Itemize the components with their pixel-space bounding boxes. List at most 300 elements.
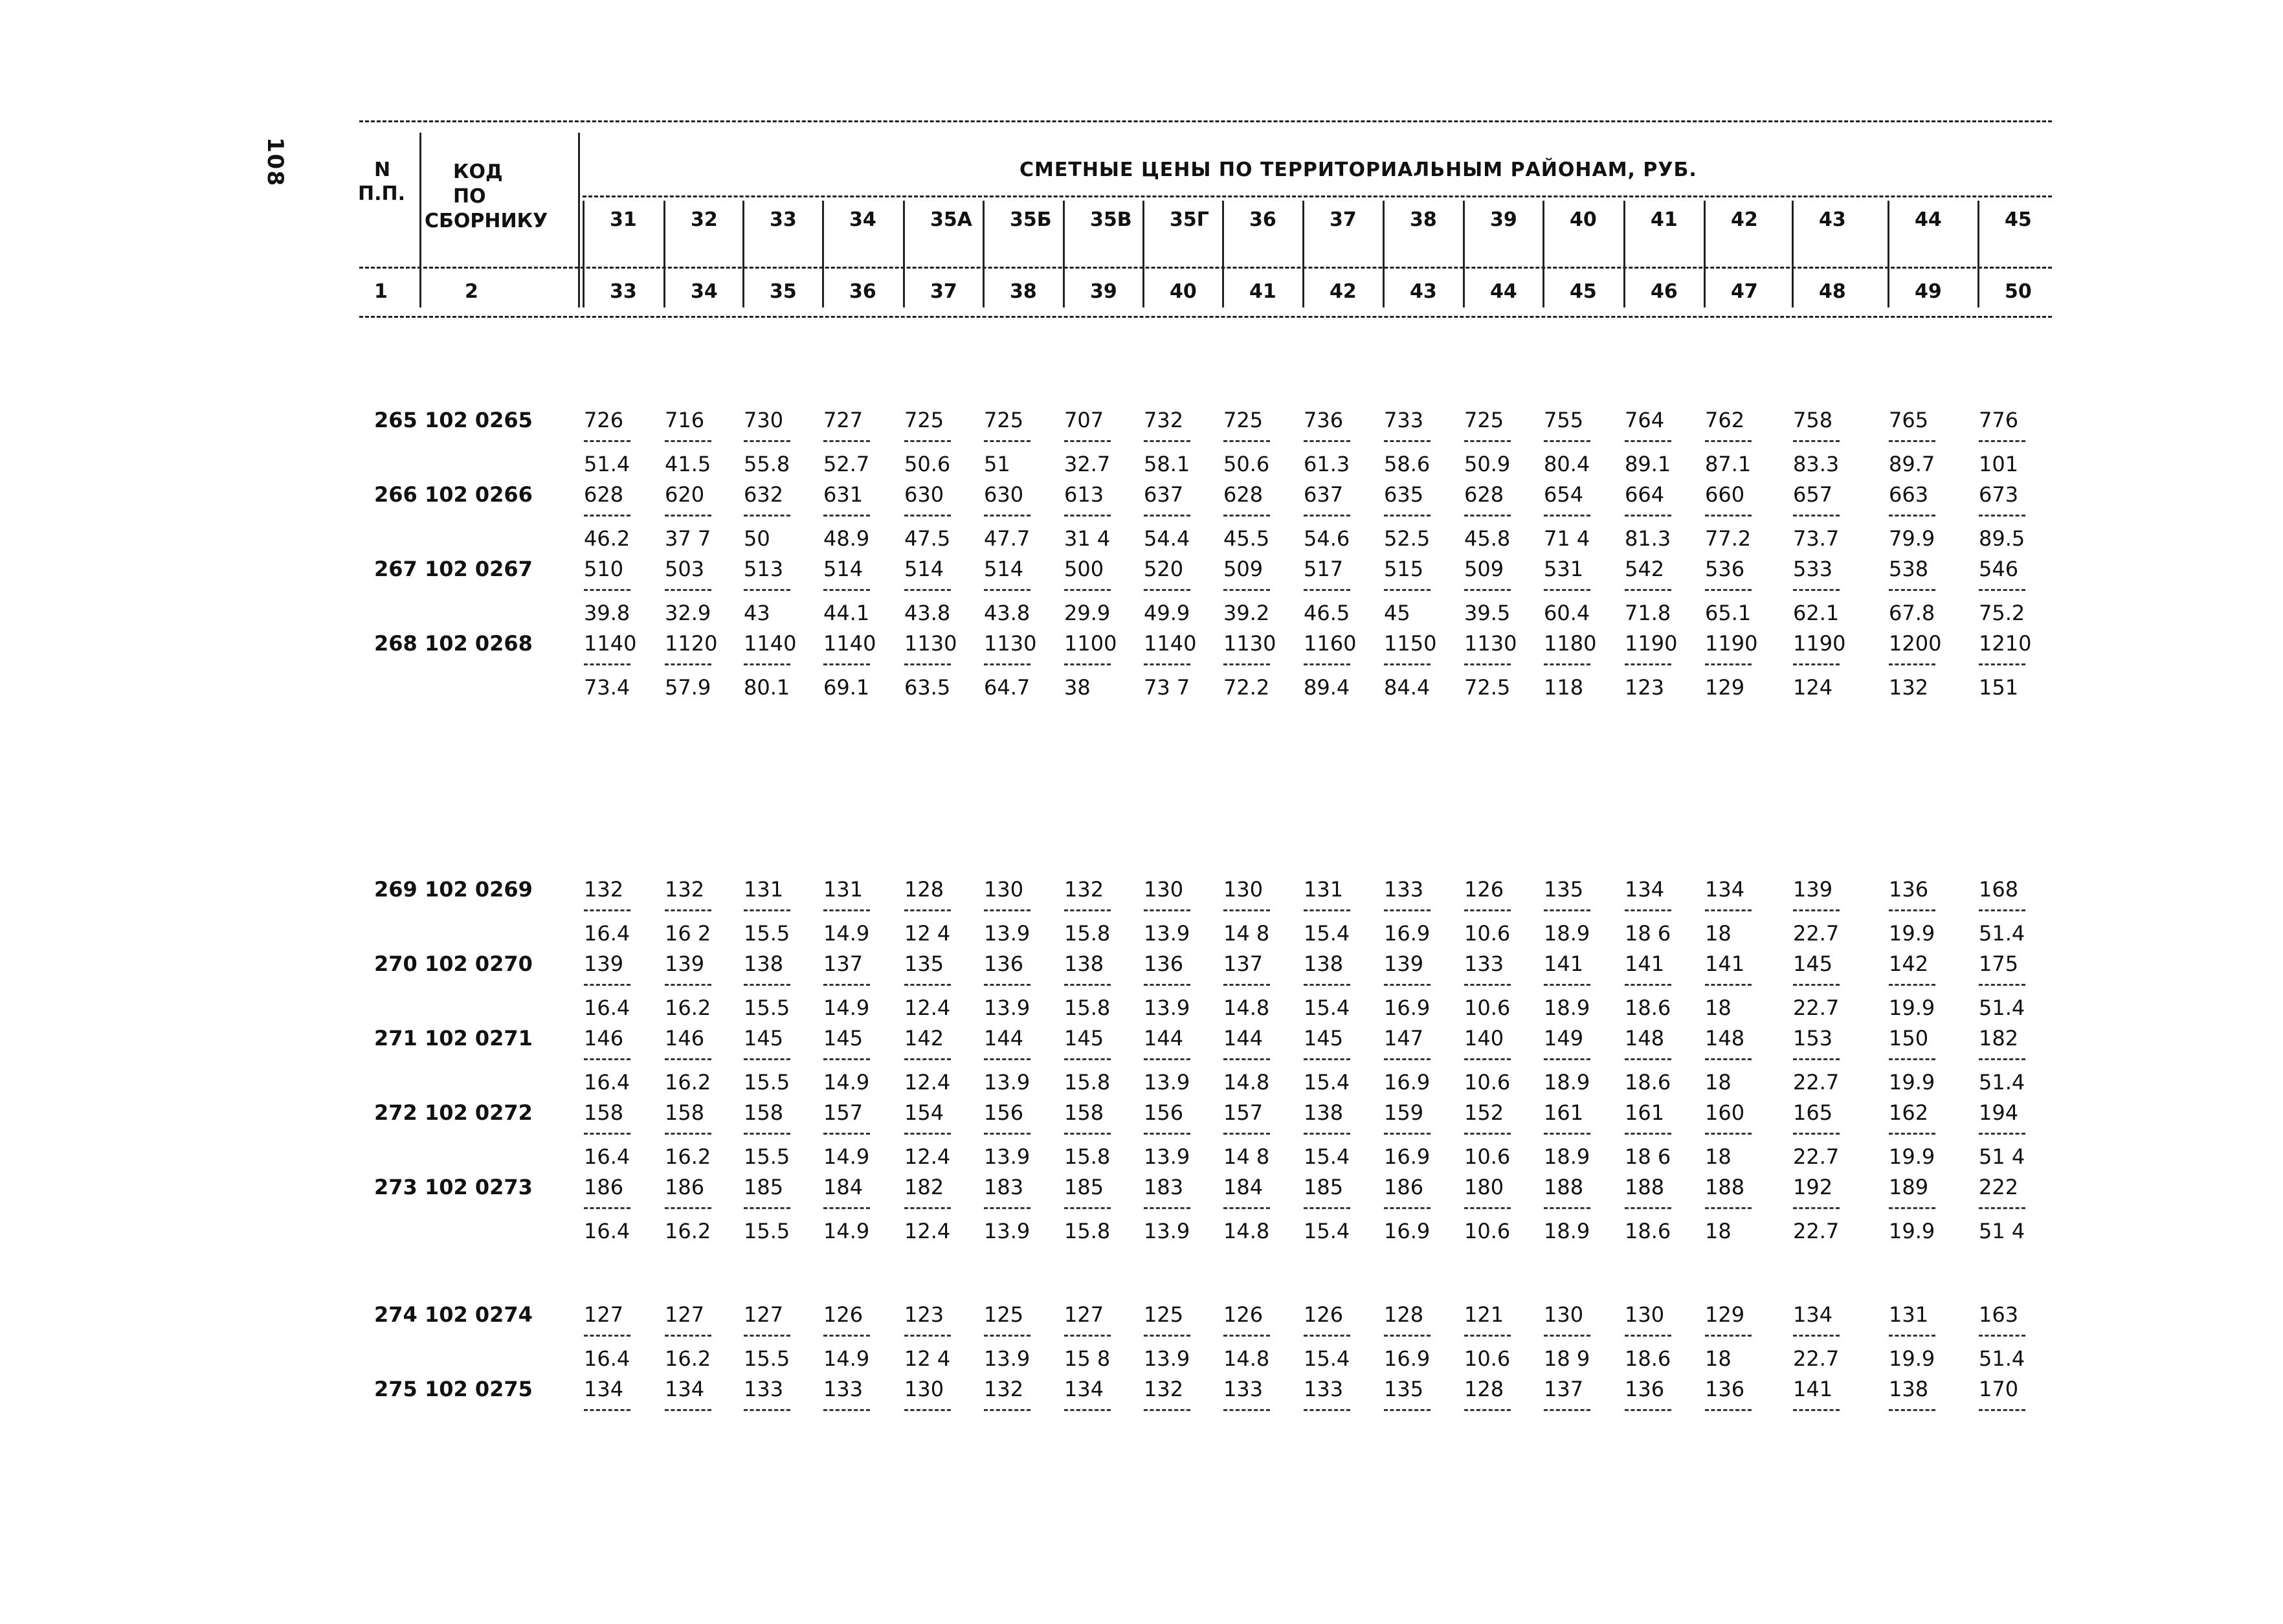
num-second: 2 <box>465 280 478 303</box>
column-number: 37 <box>930 280 957 303</box>
value-top: 137 <box>1223 951 1264 976</box>
value-bottom: 10.6 <box>1464 1070 1511 1095</box>
fraction-rule <box>1464 1133 1511 1135</box>
fraction-rule <box>823 515 870 517</box>
fraction-rule <box>1793 589 1840 591</box>
fraction-rule <box>823 663 870 665</box>
value-top: 134 <box>1625 877 1665 902</box>
value-bottom: 19.9 <box>1889 1070 1935 1095</box>
value-top: 136 <box>1625 1377 1665 1401</box>
value-top: 141 <box>1625 951 1665 976</box>
fraction-rule <box>665 909 711 911</box>
value-bottom: 31 4 <box>1064 526 1111 551</box>
value-top: 533 <box>1793 557 1833 581</box>
district-header: 35А <box>930 208 972 231</box>
fraction-rule <box>1625 1409 1671 1411</box>
value-top: 131 <box>1889 1302 1929 1327</box>
fraction-rule <box>1144 984 1190 986</box>
fraction-rule <box>1304 1207 1350 1209</box>
fraction-rule <box>1544 909 1590 911</box>
fraction-rule <box>1304 1058 1350 1060</box>
value-bottom: 15.5 <box>744 1346 790 1371</box>
fraction-rule <box>1979 1133 2025 1135</box>
fraction-rule <box>1979 515 2025 517</box>
value-top: 613 <box>1064 482 1104 507</box>
value-top: 154 <box>904 1100 944 1125</box>
value-bottom: 81.3 <box>1625 526 1671 551</box>
value-bottom: 18.6 <box>1625 1070 1671 1095</box>
row-code: 265 102 0265 <box>374 408 533 432</box>
fraction-rule <box>1793 909 1840 911</box>
fraction-rule <box>744 984 790 986</box>
fraction-rule <box>1889 1335 1935 1337</box>
column-separator <box>663 201 665 307</box>
value-bottom: 22.7 <box>1793 1144 1840 1169</box>
value-bottom: 15.5 <box>744 996 790 1020</box>
value-bottom: 45 <box>1384 601 1410 625</box>
value-bottom: 14.9 <box>823 996 870 1020</box>
fraction-rule <box>1304 1133 1350 1135</box>
value-top: 134 <box>584 1377 624 1401</box>
value-top: 130 <box>1144 877 1184 902</box>
value-bottom: 84.4 <box>1384 675 1431 700</box>
value-top: 628 <box>1464 482 1504 507</box>
fraction-rule <box>1544 589 1590 591</box>
fraction-rule <box>1304 1335 1350 1337</box>
fraction-rule <box>1223 1133 1270 1135</box>
fraction-rule <box>584 1409 630 1411</box>
value-top: 632 <box>744 482 784 507</box>
value-top: 125 <box>984 1302 1024 1327</box>
value-top: 147 <box>1384 1026 1424 1051</box>
fraction-rule <box>744 1335 790 1337</box>
fraction-rule <box>1625 440 1671 442</box>
value-bottom: 22.7 <box>1793 1346 1840 1371</box>
fraction-rule <box>1979 440 2025 442</box>
value-top: 138 <box>1889 1377 1929 1401</box>
value-top: 125 <box>1144 1302 1184 1327</box>
value-top: 138 <box>1304 1100 1344 1125</box>
value-bottom: 14.8 <box>1223 1346 1270 1371</box>
fraction-rule <box>1544 1409 1590 1411</box>
value-top: 134 <box>1064 1377 1104 1401</box>
value-top: 132 <box>984 1377 1024 1401</box>
value-bottom: 50.6 <box>1223 452 1270 476</box>
value-top: 157 <box>823 1100 863 1125</box>
fraction-rule <box>1144 589 1190 591</box>
value-top: 130 <box>1625 1302 1665 1327</box>
fraction-rule <box>584 1058 630 1060</box>
value-bottom: 73 7 <box>1144 675 1190 700</box>
fraction-rule <box>823 1409 870 1411</box>
value-top: 180 <box>1464 1175 1504 1199</box>
fraction-rule <box>1544 1207 1590 1209</box>
value-top: 145 <box>1304 1026 1344 1051</box>
fraction-rule <box>823 984 870 986</box>
fraction-rule <box>1979 1409 2025 1411</box>
value-bottom: 39.8 <box>584 601 630 625</box>
column-number: 46 <box>1651 280 1678 303</box>
fraction-rule <box>904 440 951 442</box>
value-bottom: 89.7 <box>1889 452 1935 476</box>
value-bottom: 62.1 <box>1793 601 1840 625</box>
district-header: 35Г <box>1170 208 1209 231</box>
num-first: 1 <box>374 280 388 303</box>
value-bottom: 18 <box>1705 1219 1732 1243</box>
value-top: 158 <box>1064 1100 1104 1125</box>
district-header: 36 <box>1249 208 1276 231</box>
value-bottom: 83.3 <box>1793 452 1840 476</box>
value-bottom: 71 4 <box>1544 526 1590 551</box>
value-bottom: 46.5 <box>1304 601 1350 625</box>
value-bottom: 14.8 <box>1223 996 1270 1020</box>
fraction-rule <box>1064 1207 1111 1209</box>
value-bottom: 15.5 <box>744 1144 790 1169</box>
value-bottom: 12.4 <box>904 1144 951 1169</box>
column-separator <box>983 201 985 307</box>
value-top: 184 <box>1223 1175 1264 1199</box>
column-separator <box>742 201 744 307</box>
value-bottom: 16.2 <box>665 1219 711 1243</box>
value-top: 1150 <box>1384 631 1437 656</box>
value-bottom: 13.9 <box>984 921 1030 946</box>
value-top: 139 <box>665 951 705 976</box>
value-top: 707 <box>1064 408 1104 432</box>
value-top: 141 <box>1793 1377 1833 1401</box>
value-bottom: 14.9 <box>823 1219 870 1243</box>
value-top: 1180 <box>1544 631 1597 656</box>
value-top: 127 <box>584 1302 624 1327</box>
value-bottom: 16.4 <box>584 1144 630 1169</box>
value-top: 142 <box>904 1026 944 1051</box>
value-top: 146 <box>665 1026 705 1051</box>
column-number: 47 <box>1731 280 1758 303</box>
district-header: 39 <box>1490 208 1517 231</box>
value-bottom: 18.9 <box>1544 1070 1590 1095</box>
fraction-rule <box>1464 589 1511 591</box>
fraction-rule <box>904 1335 951 1337</box>
value-bottom: 19.9 <box>1889 921 1935 946</box>
value-bottom: 13.9 <box>984 1144 1030 1169</box>
value-bottom: 64.7 <box>984 675 1030 700</box>
value-bottom: 54.4 <box>1144 526 1190 551</box>
value-top: 148 <box>1625 1026 1665 1051</box>
value-bottom: 13.9 <box>984 1346 1030 1371</box>
fraction-rule <box>1625 589 1671 591</box>
value-top: 128 <box>1464 1377 1504 1401</box>
value-bottom: 10.6 <box>1464 1144 1511 1169</box>
value-bottom: 16 2 <box>665 921 711 946</box>
value-bottom: 16.9 <box>1384 1070 1431 1095</box>
value-bottom: 50.6 <box>904 452 951 476</box>
value-bottom: 51 4 <box>1979 1144 2025 1169</box>
value-bottom: 80.1 <box>744 675 790 700</box>
value-top: 144 <box>984 1026 1024 1051</box>
value-top: 138 <box>1304 951 1344 976</box>
value-top: 514 <box>823 557 863 581</box>
fraction-rule <box>1384 440 1431 442</box>
district-header: 32 <box>691 208 718 231</box>
value-bottom: 80.4 <box>1544 452 1590 476</box>
value-top: 716 <box>665 408 705 432</box>
value-top: 152 <box>1464 1100 1504 1125</box>
value-top: 1140 <box>584 631 637 656</box>
value-top: 135 <box>1384 1377 1424 1401</box>
header-num-rule <box>359 267 2052 269</box>
district-header: 34 <box>849 208 876 231</box>
fraction-rule <box>744 515 790 517</box>
fraction-rule <box>1793 984 1840 986</box>
value-top: 135 <box>904 951 944 976</box>
value-bottom: 16.9 <box>1384 921 1431 946</box>
fraction-rule <box>1705 1207 1752 1209</box>
value-top: 165 <box>1793 1100 1833 1125</box>
value-top: 134 <box>1793 1302 1833 1327</box>
value-bottom: 15.4 <box>1304 1346 1350 1371</box>
value-top: 1140 <box>744 631 797 656</box>
value-bottom: 79.9 <box>1889 526 1935 551</box>
value-bottom: 13.9 <box>1144 1219 1190 1243</box>
fraction-rule <box>1064 1058 1111 1060</box>
value-bottom: 13.9 <box>1144 1346 1190 1371</box>
value-bottom: 39.5 <box>1464 601 1511 625</box>
fraction-rule <box>823 589 870 591</box>
value-bottom: 12.4 <box>904 1219 951 1243</box>
fraction-rule <box>1793 1207 1840 1209</box>
fraction-rule <box>1705 1133 1752 1135</box>
value-top: 509 <box>1464 557 1504 581</box>
value-top: 513 <box>744 557 784 581</box>
fraction-rule <box>744 1133 790 1135</box>
value-top: 132 <box>584 877 624 902</box>
value-top: 131 <box>823 877 863 902</box>
fraction-rule <box>1223 589 1270 591</box>
fraction-rule <box>1384 909 1431 911</box>
fraction-rule <box>904 515 951 517</box>
fraction-rule <box>1304 440 1350 442</box>
district-header: 35В <box>1090 208 1132 231</box>
value-bottom: 72.2 <box>1223 675 1270 700</box>
value-top: 160 <box>1705 1100 1745 1125</box>
value-top: 139 <box>1384 951 1424 976</box>
value-bottom: 19.9 <box>1889 1219 1935 1243</box>
row-code: 272 102 0272 <box>374 1100 533 1125</box>
value-top: 128 <box>904 877 944 902</box>
value-top: 136 <box>1144 951 1184 976</box>
value-top: 1120 <box>665 631 718 656</box>
value-bottom: 38 <box>1064 675 1091 700</box>
value-top: 1200 <box>1889 631 1942 656</box>
col-code-line1: КОД <box>453 161 503 183</box>
value-bottom: 73.4 <box>584 675 630 700</box>
district-header: 41 <box>1651 208 1678 231</box>
fraction-rule <box>1384 1133 1431 1135</box>
value-bottom: 46.2 <box>584 526 630 551</box>
row-code: 268 102 0268 <box>374 631 533 656</box>
fraction-rule <box>1064 515 1111 517</box>
value-bottom: 15.8 <box>1064 1144 1111 1169</box>
fraction-rule <box>1064 1409 1111 1411</box>
header-bottom-rule <box>359 316 2052 318</box>
fraction-rule <box>1144 909 1190 911</box>
value-top: 776 <box>1979 408 2019 432</box>
value-top: 673 <box>1979 482 2019 507</box>
fraction-rule <box>1384 1409 1431 1411</box>
header-sep-code <box>578 133 580 307</box>
fraction-rule <box>744 1409 790 1411</box>
value-top: 515 <box>1384 557 1424 581</box>
value-bottom: 15.4 <box>1304 1219 1350 1243</box>
value-top: 133 <box>1223 1377 1264 1401</box>
value-bottom: 19.9 <box>1889 1346 1935 1371</box>
fraction-rule <box>1979 909 2025 911</box>
value-bottom: 16.4 <box>584 921 630 946</box>
value-bottom: 58.1 <box>1144 452 1190 476</box>
fraction-rule <box>1464 1207 1511 1209</box>
fraction-rule <box>1464 1409 1511 1411</box>
fraction-rule <box>1793 515 1840 517</box>
value-bottom: 14 8 <box>1223 1144 1270 1169</box>
value-top: 628 <box>1223 482 1264 507</box>
value-top: 514 <box>984 557 1024 581</box>
value-top: 145 <box>1793 951 1833 976</box>
value-bottom: 10.6 <box>1464 921 1511 946</box>
fraction-rule <box>1384 1335 1431 1337</box>
fraction-rule <box>1223 1207 1270 1209</box>
column-separator <box>1463 201 1465 307</box>
value-top: 635 <box>1384 482 1424 507</box>
value-bottom: 45.8 <box>1464 526 1511 551</box>
fraction-rule <box>1544 440 1590 442</box>
value-bottom: 16.9 <box>1384 1346 1431 1371</box>
value-bottom: 65.1 <box>1705 601 1752 625</box>
fraction-rule <box>584 515 630 517</box>
column-number: 36 <box>849 280 876 303</box>
fraction-rule <box>1544 515 1590 517</box>
value-bottom: 51.4 <box>1979 1070 2025 1095</box>
value-bottom: 18.9 <box>1544 1219 1590 1243</box>
value-top: 185 <box>744 1175 784 1199</box>
fraction-rule <box>1889 589 1935 591</box>
value-top: 162 <box>1889 1100 1929 1125</box>
fraction-rule <box>1144 440 1190 442</box>
value-bottom: 123 <box>1625 675 1665 700</box>
value-top: 134 <box>665 1377 705 1401</box>
fraction-rule <box>665 1409 711 1411</box>
value-bottom: 32.9 <box>665 601 711 625</box>
value-bottom: 16.2 <box>665 1144 711 1169</box>
value-top: 184 <box>823 1175 863 1199</box>
col-code-line3: СБОРНИКУ <box>425 210 548 232</box>
value-bottom: 16.4 <box>584 1346 630 1371</box>
value-top: 158 <box>665 1100 705 1125</box>
value-bottom: 14.8 <box>1223 1219 1270 1243</box>
value-top: 542 <box>1625 557 1665 581</box>
value-top: 1140 <box>1144 631 1197 656</box>
value-top: 637 <box>1304 482 1344 507</box>
value-bottom: 44.1 <box>823 601 870 625</box>
column-number: 41 <box>1249 280 1276 303</box>
row-code: 270 102 0270 <box>374 951 533 976</box>
fraction-rule <box>1223 909 1270 911</box>
value-bottom: 72.5 <box>1464 675 1511 700</box>
value-top: 192 <box>1793 1175 1833 1199</box>
fraction-rule <box>584 589 630 591</box>
value-bottom: 15.4 <box>1304 1144 1350 1169</box>
fraction-rule <box>1544 663 1590 665</box>
value-top: 130 <box>1223 877 1264 902</box>
value-bottom: 15 8 <box>1064 1346 1111 1371</box>
value-bottom: 47.5 <box>904 526 951 551</box>
row-code: 273 102 0273 <box>374 1175 533 1199</box>
value-bottom: 16.2 <box>665 1346 711 1371</box>
value-top: 136 <box>984 951 1024 976</box>
fraction-rule <box>1793 1058 1840 1060</box>
value-top: 620 <box>665 482 705 507</box>
value-top: 186 <box>584 1175 624 1199</box>
value-bottom: 18.6 <box>1625 996 1671 1020</box>
value-bottom: 15.5 <box>744 1219 790 1243</box>
value-bottom: 18.6 <box>1625 1219 1671 1243</box>
value-top: 130 <box>984 877 1024 902</box>
value-top: 128 <box>1384 1302 1424 1327</box>
value-top: 161 <box>1544 1100 1584 1125</box>
fraction-rule <box>744 909 790 911</box>
value-bottom: 54.6 <box>1304 526 1350 551</box>
fraction-rule <box>1889 515 1935 517</box>
column-separator <box>1222 201 1224 307</box>
value-top: 138 <box>744 951 784 976</box>
value-bottom: 10.6 <box>1464 1219 1511 1243</box>
value-top: 183 <box>984 1175 1024 1199</box>
district-header: 45 <box>2005 208 2032 231</box>
value-top: 663 <box>1889 482 1929 507</box>
value-bottom: 69.1 <box>823 675 870 700</box>
fraction-rule <box>1793 1335 1840 1337</box>
value-bottom: 10.6 <box>1464 996 1511 1020</box>
value-top: 536 <box>1705 557 1745 581</box>
fraction-rule <box>1705 984 1752 986</box>
column-separator <box>1063 201 1065 307</box>
fraction-rule <box>1705 663 1752 665</box>
fraction-rule <box>1464 1335 1511 1337</box>
fraction-rule <box>1625 984 1671 986</box>
column-number: 34 <box>691 280 718 303</box>
fraction-rule <box>665 1335 711 1337</box>
fraction-rule <box>665 1058 711 1060</box>
fraction-rule <box>1223 515 1270 517</box>
value-top: 726 <box>584 408 624 432</box>
fraction-rule <box>984 1058 1030 1060</box>
fraction-rule <box>1625 663 1671 665</box>
value-bottom: 132 <box>1889 675 1929 700</box>
value-bottom: 16.4 <box>584 996 630 1020</box>
fraction-rule <box>1384 589 1431 591</box>
value-top: 133 <box>823 1377 863 1401</box>
value-top: 126 <box>1304 1302 1344 1327</box>
fraction-rule <box>1304 984 1350 986</box>
value-bottom: 18 <box>1705 1070 1732 1095</box>
value-top: 630 <box>904 482 944 507</box>
value-top: 758 <box>1793 408 1833 432</box>
value-top: 157 <box>1223 1100 1264 1125</box>
value-bottom: 15.4 <box>1304 996 1350 1020</box>
value-top: 133 <box>1464 951 1504 976</box>
value-bottom: 18 <box>1705 921 1732 946</box>
value-bottom: 18 9 <box>1544 1346 1590 1371</box>
value-top: 158 <box>744 1100 784 1125</box>
fraction-rule <box>1625 1133 1671 1135</box>
